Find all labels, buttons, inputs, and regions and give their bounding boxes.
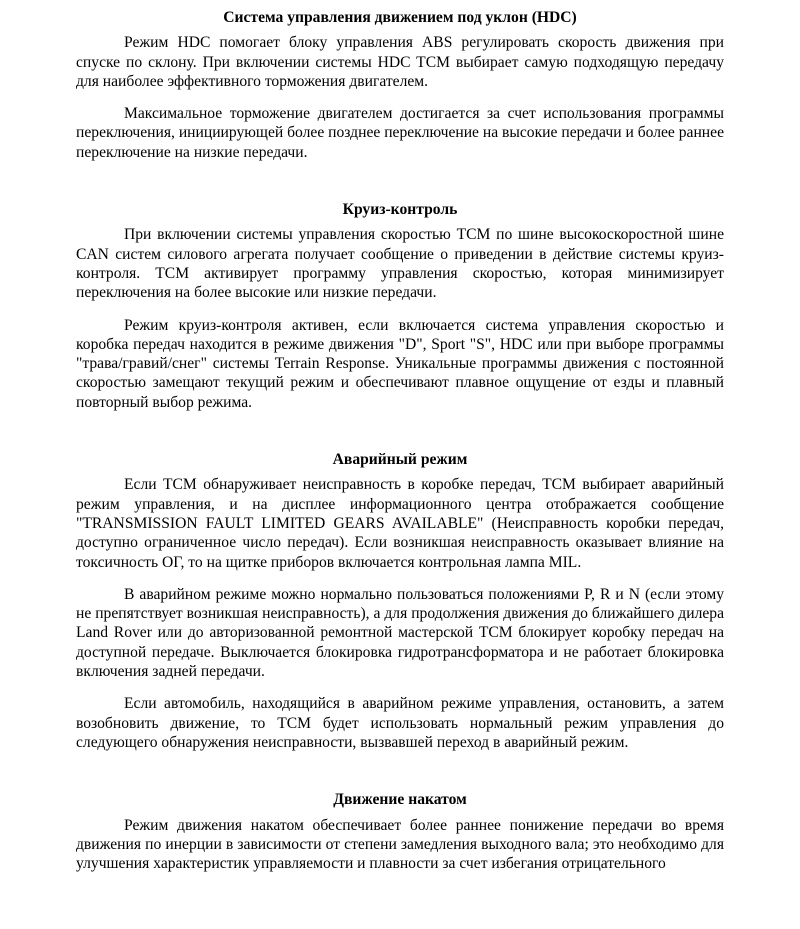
section-hdc bbox=[76, 8, 724, 162]
section-cruise-control bbox=[76, 200, 724, 412]
paragraph: Если TCM обнаруживает неисправность в коробке передач, TCM выбирает аварийный режим управления, и на дисплее информационного центра отображается сообщение "TRANSMISSION FAULT LIMITED GEARS AVAILABLE" (Неисправность коробки передач, доступно ограниченное число передач). Если возникшая неисправность оказывает влияние на токсичность ОГ, то на щитке приборов включается контрольная лампа MIL. bbox=[76, 476, 724, 571]
paragraph: Максимальное торможение двигателем достигается за счет использования программы переключения, инициирующей более позднее переключение на высокие передачи и более раннее переключение на низкие передачи. bbox=[76, 105, 724, 161]
paragraph: В аварийном режиме можно нормально пользоваться положениями P, R и N (если этому не препятствует возникшая неисправность), а для продолжения движения до ближайшего дилера Land Rover или до авторизованной ремонтной мастерской TCM блокирует коробку передач на доступной передаче. Выключается блокировка гидротрансформатора и не работает блокировка включения задней передачи. bbox=[76, 585, 724, 681]
section-title: Движение накатом bbox=[333, 791, 467, 809]
section-emergency-mode bbox=[76, 450, 724, 752]
paragraph: Если автомобиль, находящийся в аварийном режиме управления, остановить, а затем возобновить движение, то TCM будет использовать нормальный режим управления до следующего обнаружения неисправности, вызвавшей переход в аварийный режим. bbox=[76, 695, 724, 751]
paragraph: При включении системы управления скоростью TCM по шине высокоскоростной шине CAN систем силового агрегата получает сообщение о приведении в действие системы круиз-контроля. TCM активирует программу управления скоростью, которая минимизирует переключения на более высокие или низкие передачи. bbox=[76, 226, 724, 302]
section-title: Аварийный режим bbox=[332, 451, 468, 469]
section-title: Круиз-контроль bbox=[342, 201, 458, 219]
document-page bbox=[76, 8, 724, 873]
section-coasting bbox=[76, 790, 724, 873]
paragraph: Режим HDC помогает блоку управления ABS регулировать скорость движения при спуске по склону. При включении системы HDC TCM выбирает самую подходящую передачу для наиболее эффективного торможения двигателем. bbox=[76, 34, 724, 90]
section-title: Система управления движением под уклон (HDC) bbox=[223, 9, 577, 26]
paragraph: Режим круиз-контроля активен, если включается система управления скоростью и коробка передач находится в режиме движения "D", Sport "S", HDC или при выборе программы "трава/гравий/снег" системы Terrain Response. Уникальные программы движения с постоянной скоростью замещают текущий режим и обеспечивают плавное ощущение от езды и плавный повторный выбор режима. bbox=[76, 316, 724, 411]
paragraph: Режим движения накатом обеспечивает более раннее понижение передачи во время движения по инерции в зависимости от степени замедления выходного вала; это необходимо для улучшения характеристик управляемости и плавности за счет избегания отрицательного bbox=[76, 816, 724, 873]
